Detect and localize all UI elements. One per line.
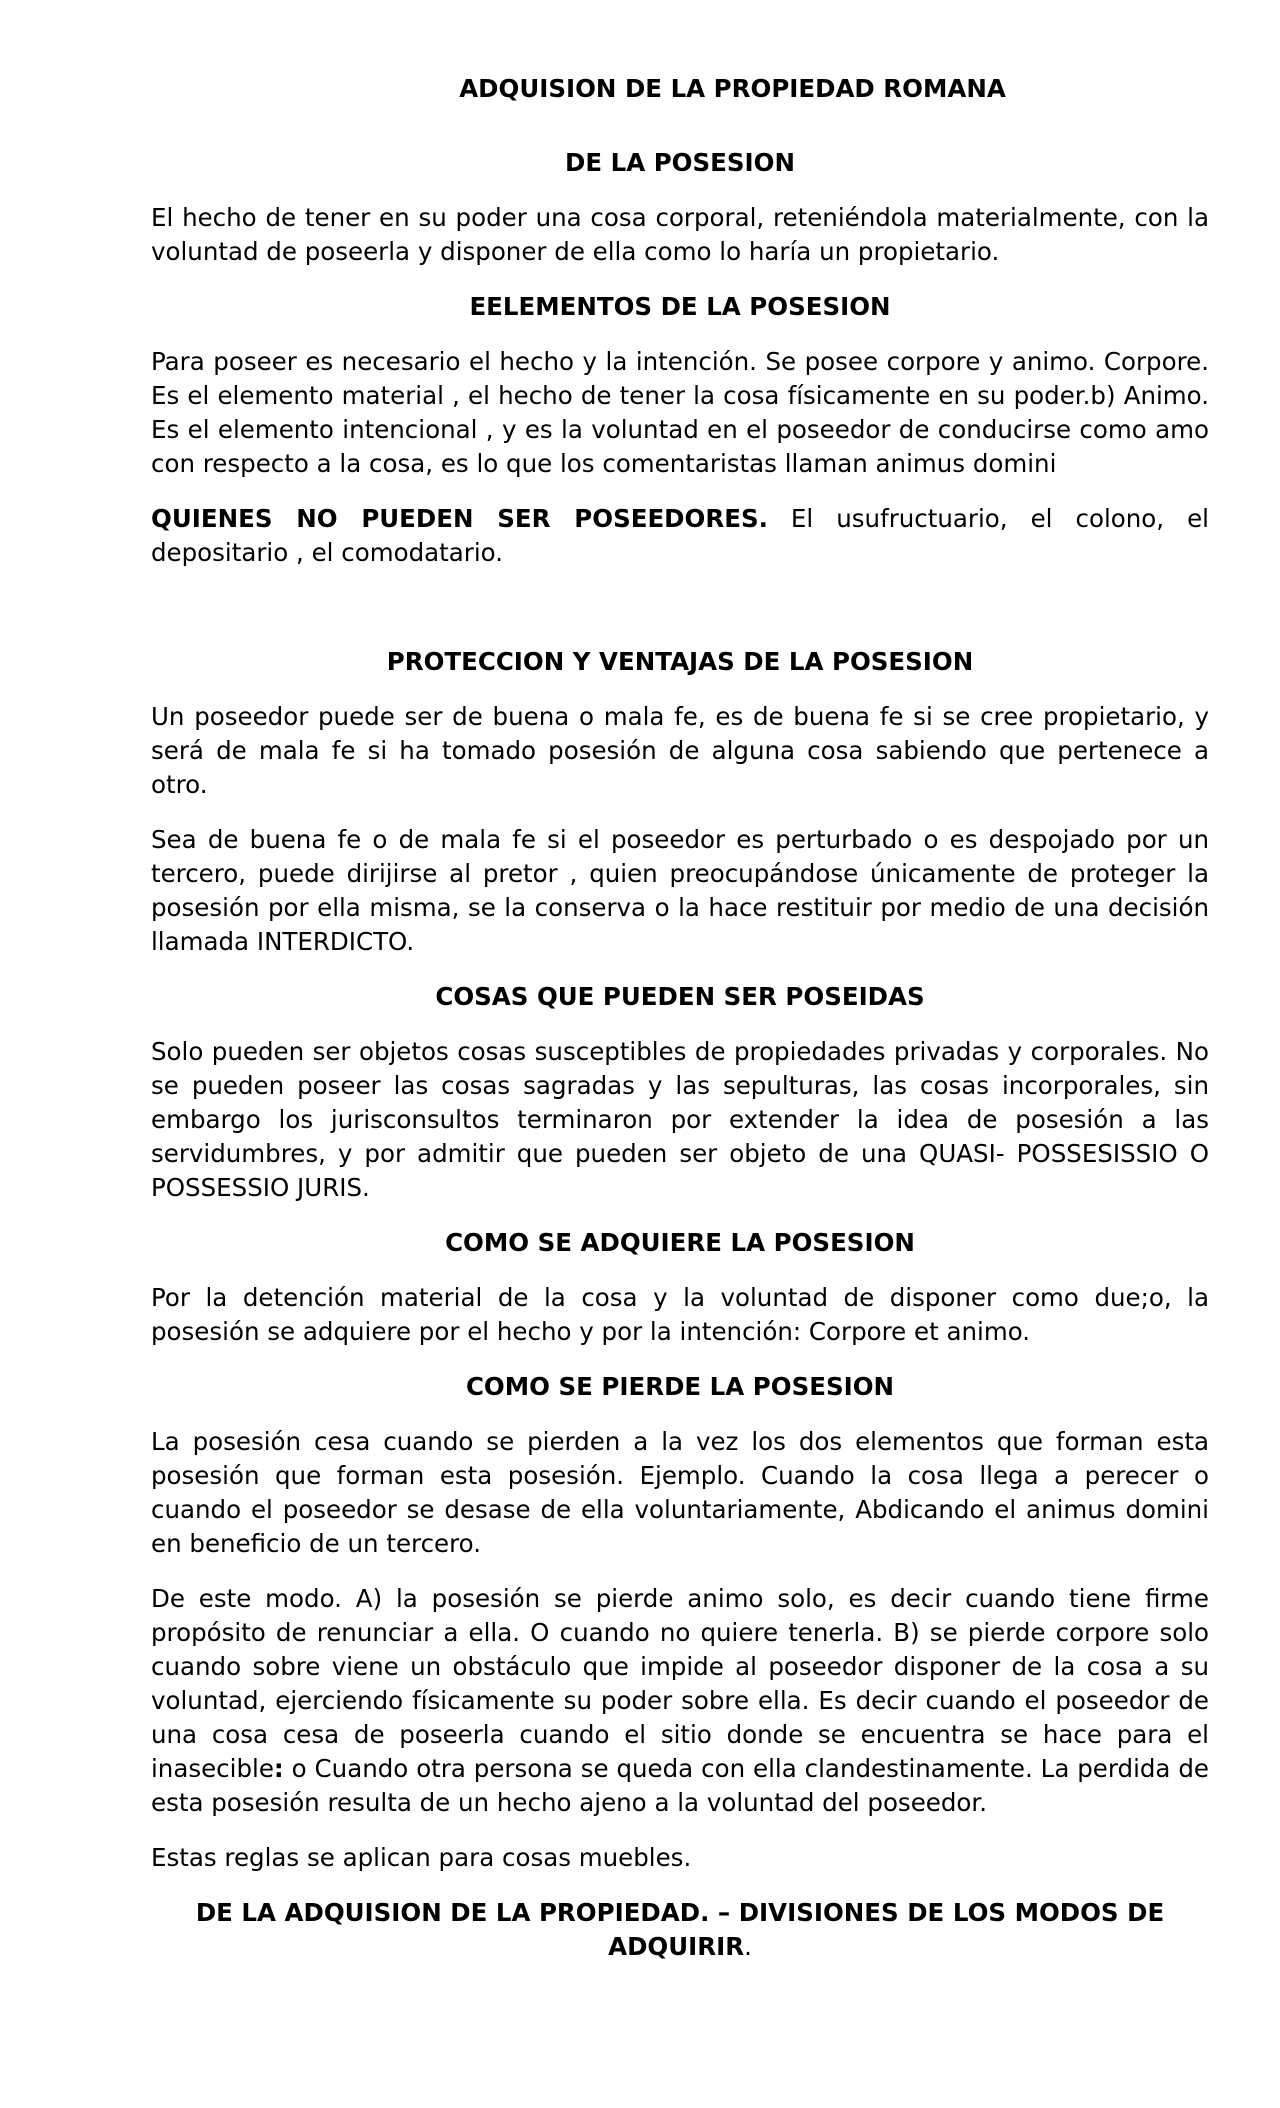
paragraph-proteccion-2: Sea de buena fe o de mala fe si el poseedor es perturbado o es despojado por un tercero, puede dirijirse al pretor , quien preocupándose únicamente de proteger la posesión por ella misma, se la conserva o la hace restituir por medio de una decisión llamada INTERDICTO. bbox=[151, 825, 1209, 956]
heading-cosas: COSAS QUE PUEDEN SER POSEIDAS bbox=[435, 982, 925, 1011]
paragraph-cosas: Solo pueden ser objetos cosas susceptibles de propiedades privadas y corporales. No se pueden poseer las cosas sagradas y las sepulturas, las cosas incorporales, sin embargo los jurisconsultos terminaron por extender la idea de posesión a las servidumbres, y por admitir que pueden ser objeto de una QUASI- POSSESISSIO O POSSESSIO JURIS. bbox=[151, 1037, 1209, 1202]
adquisicion-heading-text: DE LA ADQUISION DE LA PROPIEDAD. – DIVISIONES DE LOS MODOS DE ADQUIRIR bbox=[195, 1898, 1165, 1961]
paragraph-pierde-3: Estas reglas se aplican para cosas muebles. bbox=[151, 1843, 692, 1872]
heading-proteccion: PROTECCION Y VENTAJAS DE LA POSESION bbox=[386, 647, 974, 676]
paragraph-pierde-1: La posesión cesa cuando se pierden a la vez los dos elementos que forman esta posesión que forman esta posesión. Ejemplo. Cuando la cosa llega a perecer o cuando el poseedor se desase de ella voluntariamente, Abdicando el animus domini en beneficio de un tercero. bbox=[151, 1427, 1209, 1558]
heading-pierde: COMO SE PIERDE LA POSESION bbox=[465, 1372, 895, 1401]
pierde-2-colon: : bbox=[273, 1754, 284, 1783]
paragraph-adquiere: Por la detención material de la cosa y la voluntad de disponer como due;o, la posesión se adquiere por el hecho y por la intención: Corpore et animo. bbox=[151, 1283, 1209, 1346]
paragraph-elementos: Para poseer es necesario el hecho y la intención. Se posee corpore y animo. Corpore. Es el elemento material , el hecho de tener la cosa físicamente en su poder.b) Animo. Es el elemento intencional , y es la voluntad en el poseedor de conducirse como amo con respecto a la cosa, es lo que los comentaristas llaman animus domini bbox=[151, 347, 1209, 478]
quienes-lead: QUIENES NO PUEDEN SER POSEEDORES. bbox=[151, 504, 768, 533]
document-title: ADQUISION DE LA PROPIEDAD ROMANA bbox=[459, 74, 1006, 103]
heading-elementos: EELEMENTOS DE LA POSESION bbox=[469, 292, 891, 321]
document-page bbox=[151, 72, 1209, 1964]
pierde-2-part-b: o Cuando otra persona se queda con ella clandestinamente. La perdida de esta posesión resulta de un hecho ajeno a la voluntad del poseedor. bbox=[151, 1754, 1209, 1817]
paragraph-pierde-2 bbox=[151, 1582, 1209, 1820]
adquisicion-heading-end: . bbox=[744, 1932, 752, 1961]
heading-adquisicion bbox=[151, 1896, 1209, 1964]
paragraph-quienes bbox=[151, 502, 1209, 570]
quienes-text: El usufructuario, el colono, el depositario , el comodatario. bbox=[151, 504, 1209, 567]
paragraph-posesion: El hecho de tener en su poder una cosa corporal, reteniéndola materialmente, con la voluntad de poseerla y disponer de ella como lo haría un propietario. bbox=[151, 203, 1209, 266]
heading-adquiere: COMO SE ADQUIERE LA POSESION bbox=[445, 1228, 915, 1257]
heading-posesion: DE LA POSESION bbox=[565, 148, 795, 177]
paragraph-proteccion-1: Un poseedor puede ser de buena o mala fe, es de buena fe si se cree propietario, y será de mala fe si ha tomado posesión de alguna cosa sabiendo que pertenece a otro. bbox=[151, 702, 1209, 799]
pierde-2-part-a: De este modo. A) la posesión se pierde animo solo, es decir cuando tiene firme propósito de renunciar a ella. O cuando no quiere tenerla. B) se pierde corpore solo cuando sobre viene un obstáculo que impide al poseedor disponer de la cosa a su voluntad, ejerciendo físicamente su poder sobre ella. Es decir cuando el poseedor de una cosa cesa de poseerla cuando el sitio donde se encuentra se hace para el inasecible bbox=[151, 1584, 1209, 1783]
